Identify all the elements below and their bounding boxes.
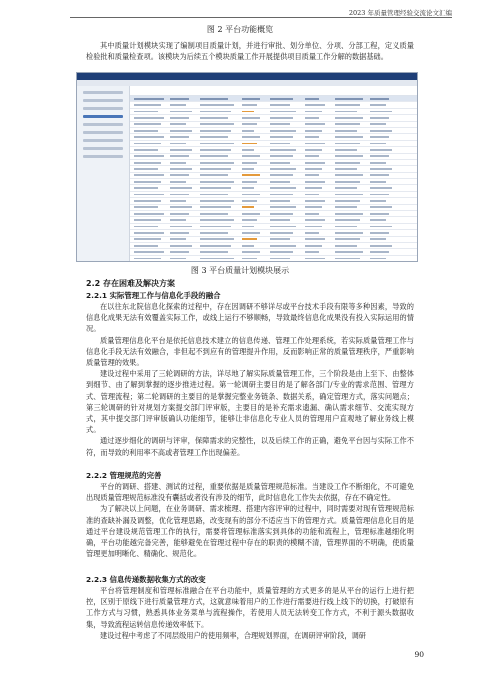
header-rule (70, 17, 452, 18)
paragraph: 平台的调研、搭建、测试的过程，重要依据是质量管理规范标准。当建设工作不断细化，不可避免出现质量管理规范标准没有囊括或者没有涉及的细节，此时信息化工作失去依据，存在不确定性。 (86, 482, 414, 503)
figure-app-table (130, 86, 417, 261)
page-number: 90 (414, 650, 424, 659)
section-2-2-3-heading: 2.2.3 信息传递数据收集方式的改变 (86, 575, 206, 584)
intro-text: 其中质量计划模块实现了编制项目质量计划，并进行审批、划分单位、分项、分部工程，定义质量检验批和质量检查项。该模块为后续五个模块质量工作开展提供项目质量工作分解的数据基础。 (86, 41, 414, 62)
figure-app-topbar (77, 73, 417, 80)
figure-3-caption: 图 3 平台质量计划模块展示 (190, 266, 290, 275)
section-2-2-1-body (86, 301, 414, 458)
section-2-2-1-heading: 2.2.1 实际管理工作与信息化手段的融合 (86, 291, 221, 300)
paragraph: 在以往东北院信息化探索的过程中，存在因调研不够详尽或平台技术手段有限等多种因素，导致的信息化成果无法有效覆盖实际工作，或线上运行不够顺畅，导致最终信息化成果没有投入实际运用的情况。 (86, 302, 414, 334)
intro-paragraph (86, 40, 414, 62)
paragraph: 建设过程中采用了三轮调研的方法，详尽地了解实际质量管理工作，三个阶段是由上至下、由整体到细节、由了解到掌握的逐步推进过程。第一轮调研主要目的是了解各部门/专业的需求范围、管理方式、管理流程；第二轮调研的主要目的是掌握完整业务链条、数据关系，确定管理方式，落实问题点；第三轮调研的针对规划方案提交部门评审版，主要目的是补充需求遗漏、确认需求细节、交流实现方式，其中提交部门评审版确认功能细节，能够让非信息化专业人员的管理用户直观地了解业务线上模式。 (86, 369, 414, 435)
paragraph: 建设过程中考虑了不同层级用户的使用频率，合理规划界面，在调研评审阶段，调研 (100, 630, 366, 640)
figure-3-screenshot (76, 72, 418, 262)
paragraph: 通过逐步细化的调研与评审，保障需求的完整性，以及后续工作的正确，避免平台因与实际工作不符，而导致的利用率不高或者管理工作出现偏差。 (86, 436, 414, 457)
paragraph: 为了解决以上问题，在业务调研、需求梳理、搭建内容评审的过程中，同时需要对现有管理规范标准的查缺补漏及调整，优化管理思路，改变现有的部分不适应当下的管理方式。质量管理信息化目的是通过平台建设规范管理工作的执行，需要将管理标准落实到具体的功能和流程上，管理标准越细化明确，平台功能越完备完善，能够避免在管理过程中存在的职责的模糊不清，管理界面的不明确，使质量管理更加明晰化、精确化、规范化。 (86, 504, 414, 559)
section-2-2-2-body (86, 481, 414, 559)
paragraph: 质量管理信息化平台是依托信息技术建立的信息传递、管理工作处理系统，若实际质量管理工作与信息化手段无法有效融合，非但起不到应有的管理提升作用，反而影响正常的质量管理秩序，严重影响质量管理的效果。 (86, 335, 414, 368)
running-header: 2023 年质量管理经验交流论文汇编 (348, 9, 452, 17)
section-2-2-3-body (86, 585, 414, 641)
figure-table-row (130, 256, 417, 262)
paragraph: 平台将管理制度和管理标准融合在平台功能中，质量管理的方式更多的是从平台的运行上进行把控，区别于原线下进行质量管理方式，这就意味着用户的工作进行需要进行线上线下的切换，打破原有工作方式与习惯，熟悉具体业务菜单与流程操作，若使用人员无法转变工作方式，不利于源头数据收集，导致流程运转信息传递效率低下。 (86, 586, 414, 629)
figure-2-caption: 图 2 平台功能概览 (206, 25, 274, 34)
figure-app-sidebar (77, 86, 130, 261)
section-2-2-heading: 2.2 存在困难及解决方案 (86, 279, 175, 288)
section-2-2-2-heading: 2.2.2 管理规范的完善 (86, 471, 162, 480)
